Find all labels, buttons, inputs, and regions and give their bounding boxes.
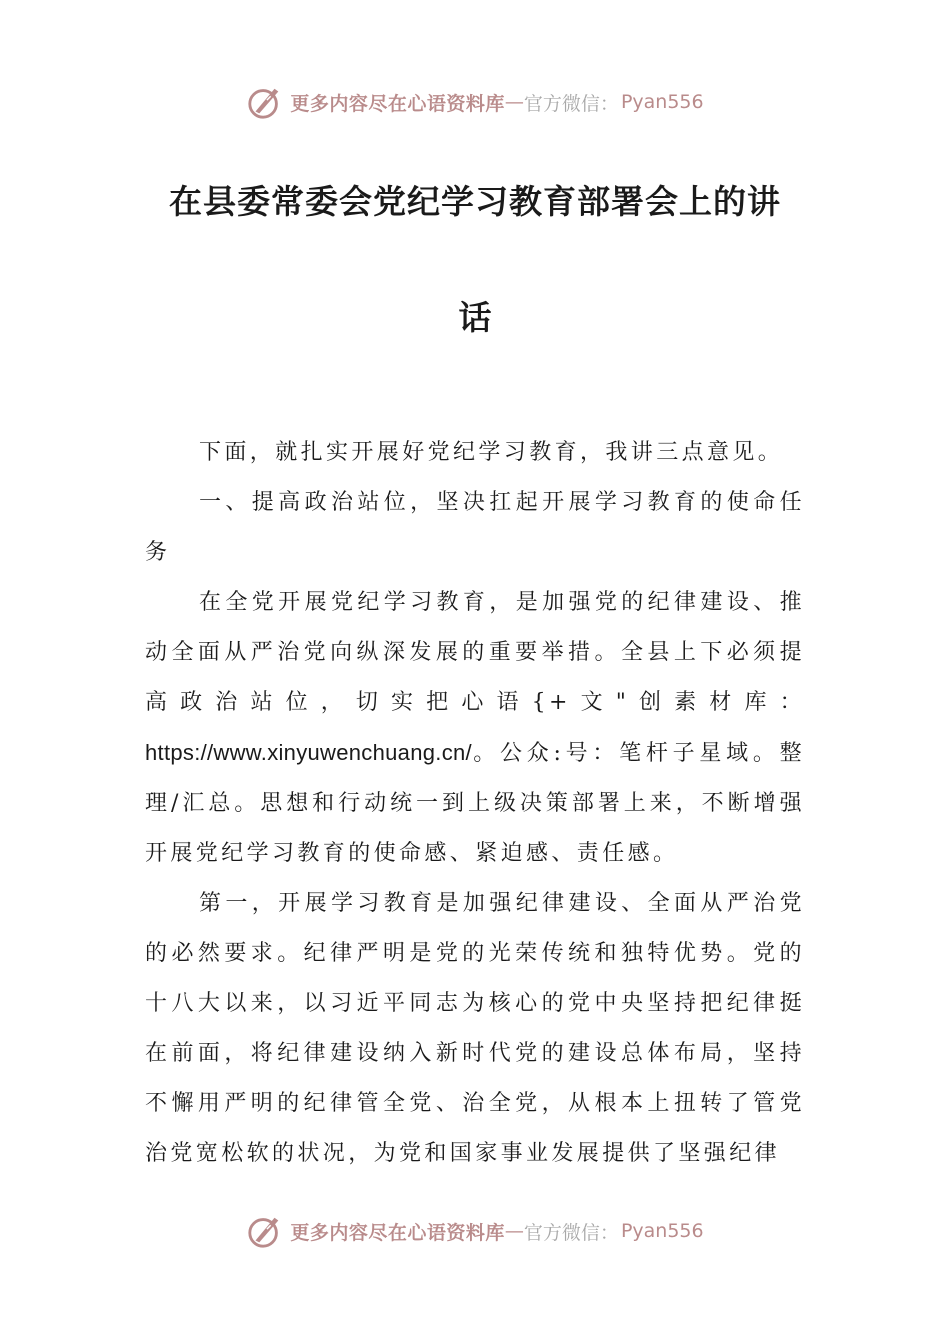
title-line-1: 在县委常委会党纪学习教育部署会上的讲 [169,182,781,221]
website-link[interactable]: https://www.xinyuwenchuang.cn/ [145,740,472,765]
document-title [150,172,800,348]
banner-text: 更多内容尽在心语资料库 [290,92,505,115]
paragraph-2-part-a: 在全党开展党纪学习教育，是加强党的纪律建设、推动全面从严治党向纵深发展的重要举措。全县上下必须提高政治站位，切实把心语{+文"创素材库： [145,590,805,715]
paragraph-2 [145,578,805,879]
quill-circle-icon [246,1212,284,1250]
banner-text: 更多内容尽在心语资料库 [290,1221,505,1244]
section-heading-1: 一、提高政治站位，坚决扛起开展学习教育的使命任务 [145,490,805,565]
banner-separator: — [504,91,524,113]
header-banner [0,82,950,122]
title-line-2: 话 [458,298,492,337]
banner-account-label: 官方微信： [523,1221,619,1244]
paragraph-3: 第一，开展学习教育是加强纪律建设、全面从严治党的必然要求。纪律严明是党的光荣传统和独特优势。党的十八大以来，以习近平同志为核心的党中央坚持把纪律挺在前面，将纪律建设纳入新时代党的建设总体布局，坚持不懈用严明的纪律管全党、治全党，从根本上扭转了管党治党宽松软的状况，为党和国家事业发展提供了坚强纪律 [145,891,805,1166]
footer-banner [0,1211,950,1251]
paragraph-2-part-b: 。公众:号：笔杆子星域。整理/汇总。思想和行动统一到上级决策部署上来，不断增强开展党纪学习教育的使命感、紧迫感、责任感。 [145,741,805,866]
banner-account-id: Pyan556 [620,1220,704,1242]
document-body [145,428,805,1179]
banner-separator: — [504,1220,524,1242]
paragraph-intro: 下面，就扎实开展好党纪学习教育，我讲三点意见。 [199,440,784,465]
banner-account-id: Pyan556 [620,91,704,113]
quill-circle-icon [246,83,284,121]
banner-account-label: 官方微信： [523,92,619,115]
